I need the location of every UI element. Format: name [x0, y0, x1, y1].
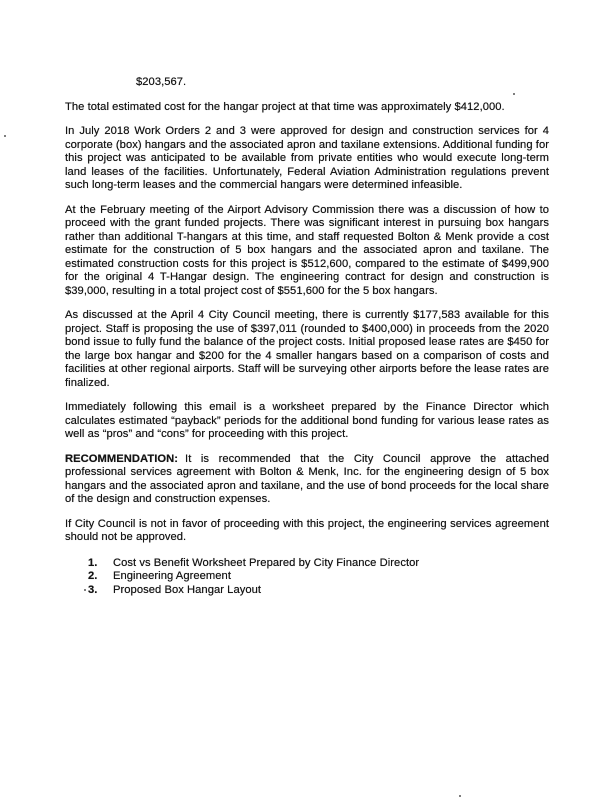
list-number: 1. [88, 556, 98, 569]
attachment-item-engineering-agreement [88, 570, 549, 584]
paragraph-recommendation [65, 453, 549, 507]
recommendation-label: RECOMMENDATION: [65, 452, 179, 465]
scan-noise-dot [4, 135, 6, 137]
attachment-item-hangar-layout [88, 584, 549, 598]
list-item-label: Cost vs Benefit Worksheet Prepared by City Finance Director [113, 556, 420, 569]
document-body [65, 76, 549, 597]
paragraph-total-estimated-cost: The total estimated cost for the hangar project at that time was approximately $412,000. [65, 100, 505, 113]
paragraph-february-meeting: At the February meeting of the Airport Advisory Commission there was a discussion of how to proceed with the grant funded projects. There was significant interest in pursuing box hangars rather than additional T-hangars at this time, and staff requested Bolton & Menk provide a cost estimate for the construction of 5 box hangars and the associated apron and taxilane. The estimated construction costs for this project is $512,600, compared to the estimate of $499,900 for the original 4 T-Hangar design. The engineering contract for design and construction is $39,000, resulting in a total project cost of $551,600 for the 5 box hangars. [65, 203, 549, 297]
list-number: 3. [88, 583, 98, 596]
recommendation-text: It is recommended that the City Council approve the attached professional services agreement with Bolton & Menk, Inc. for the engineering design of 5 box hangars and the associated apron and taxilane, and the use of bond proceeds for the local share of the design and construction expenses. [65, 452, 549, 505]
list-number: 2. [88, 570, 98, 582]
list-item-label: Proposed Box Hangar Layout [113, 583, 262, 596]
attachment-item-worksheet [88, 557, 549, 571]
scan-noise-dot [459, 795, 461, 797]
paragraph-work-orders: In July 2018 Work Orders 2 and 3 were approved for design and construction services for 4 corporate (box) hangars and the associated apron and taxilane extensions. Additional funding for this project was anticipated to be available from private entities who would execute long-term land leases of the facilities. Unfortunately, Federal Aviation Administration regulations prevent such long-term leases and the commercial hangars were determined infeasible. [65, 125, 549, 191]
carryover-amount: $203,567. [136, 76, 187, 88]
list-item-label: Engineering Agreement [113, 570, 231, 582]
paragraph-finance-worksheet: Immediately following this email is a worksheet prepared by the Finance Director which calculates estimated “payback” periods for the additional bond funding for various lease rates as well as “pros” and “cons” for proceeding with this project. [65, 401, 549, 440]
scan-noise-dot [513, 93, 515, 95]
paragraph-april-council-meeting: As discussed at the April 4 City Council meeting, there is currently $177,583 available for this project. Staff is proposing the use of $397,011 (rounded to $400,000) in proceeds from the 2020 bond issue to fully fund the balance of the project costs. Initial proposed lease rates are $450 for the large box hangar and $200 for the 4 smaller hangars based on a comparison of costs and facilities at other regional airports. Staff will be surveying other airports before the lease rates are finalized. [65, 309, 549, 389]
scan-noise-dot [84, 589, 86, 591]
paragraph-closing-condition: If City Council is not in favor of proceeding with this project, the engineering services agreement should not be approved. [65, 517, 549, 543]
attachment-list [88, 557, 549, 598]
